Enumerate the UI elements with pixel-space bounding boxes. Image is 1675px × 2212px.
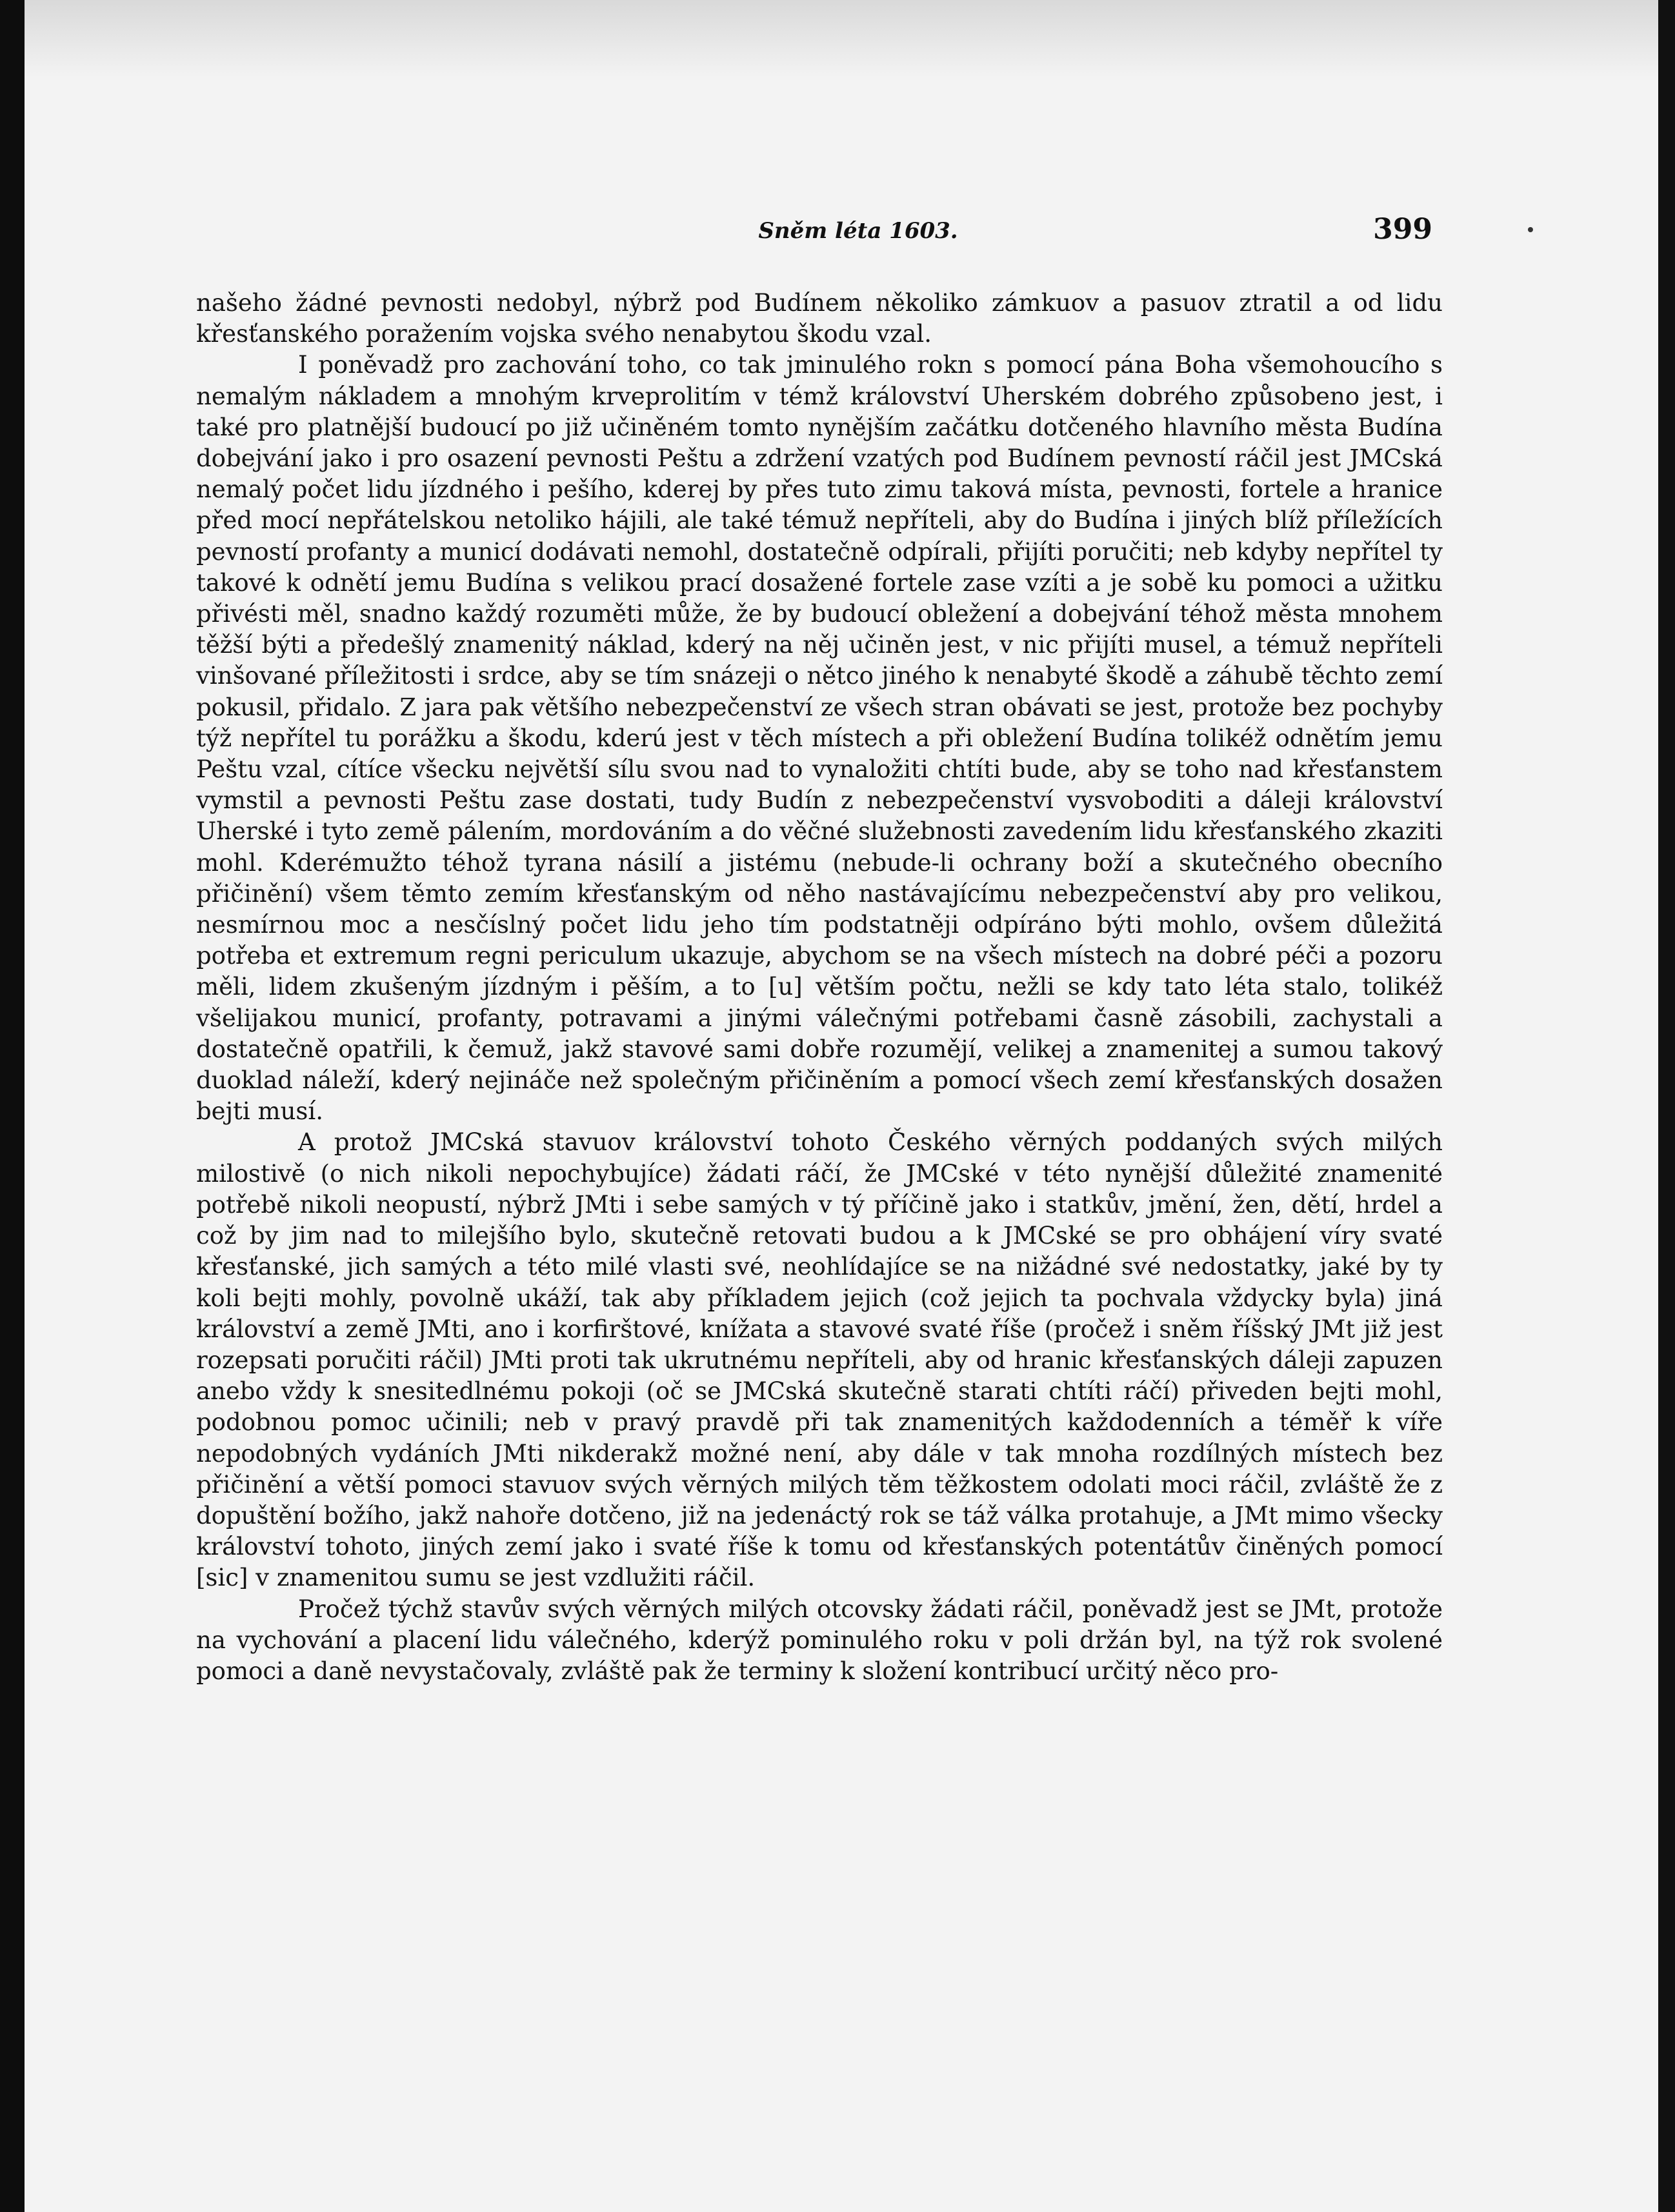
scan-right-border [1658,0,1675,2212]
margin-dot-mark [1528,227,1533,232]
page-number: 399 [1373,213,1432,246]
paragraph: A protož JMCská stavuov království tohoto Českého věrných poddaných svých milých milostivě (o nich nikoli nepochybujíce) žádati ráčí, že JMCské v této nynější důležité znamenité potřebě nikoli neopustí, nýbrž JMti i sebe samých v tý příčině jako i statkův, jmění, žen, dětí, hrdel a což by jim nad to milejšího bylo, skutečně retovati budou a k JMCské se pro obhájení víry svaté křesťanské, jich samých a této milé vlasti své, neohlídajíce se na nižádné své nedostatky, jaké by ty koli bejti mohly, povolně ukáží, tak aby příkladem jejich (což jejich ta pochvala vždycky byla) jiná království a země JMti, ano i korfirštové, knížata a stavové svaté říše (pročež i sněm říšský JMt již jest rozepsati poručiti ráčil) JMti proti tak ukrutnému nepříteli, aby od hranic křesťanských dáleji zapuzen anebo vždy k snesitedlnému pokoji (oč se JMCská skutečně starati chtíti ráčí) přiveden bejti mohl, podobnou pomoc učinili; neb v pravý pravdě při tak znamenitých každodenních a téměř k víře nepodobných vydáních JMti nikderakž možné není, aby dále v tak mnoha rozdílných místech bez přičinění a větší pomoci stavuov svých věrných milých těm těžkostem odolati moci ráčil, zvláště že z dopuštění božího, jakž nahoře dotčeno, již na jedenáctý rok se táž válka protahuje, a JMt mimo všecky království tohoto, jiných zemí jako i svaté říše k tomu od křesťanských potentátův činěných pomocí [sic] v znamenitou sumu se jest vzdlužiti ráčil. [196,1128,1443,1592]
page-header [284,213,1432,258]
scan-top-shade [25,0,1658,77]
scan-left-border [0,0,25,2212]
body-text [196,288,1443,1687]
running-title: Sněm léta 1603. [758,218,958,244]
paragraph-continuation: našeho žádné pevnosti nedobyl, nýbrž pod Budínem několiko zámkuov a pasuov ztratil a od lidu křesťanského poražením vojska svého nenabytou škodu vzal. [196,289,1443,348]
paragraph: Pročež týchž stavův svých věrných milých otcovsky žádati ráčil, poněvadž jest se JMt, protože na vychování a placení lidu válečného, kderýž pominulého roku v poli držán byl, na týž rok svolené pomoci a daně nevystačovaly, zvláště pak že terminy k složení kontribucí určitý něco pro- [196,1595,1443,1685]
paragraph: I poněvadž pro zachování toho, co tak jminulého rokn s pomocí pána Boha všemohoucího s nemalým nákladem a mnohým krveprolitím v témž království Uherském dobrého způsobeno jest, i také pro platnější budoucí po již učiněném tomto nynějším začátku dotčeného hlavního města Budína dobejvání jako i pro osazení pevnosti Peštu a zdržení vzatých pod Budínem pevností ráčil jest JMCská nemalý počet lidu jízdného i pešího, kderej by přes tuto zimu taková místa, pevnosti, fortele a hranice před mocí nepřátelskou netoliko hájili, ale také témuž nepříteli, aby do Budína i jiných blíž příležících pevností profanty a municí dodávati nemohl, dostatečně odpírali, přijíti poručiti; neb kdyby nepřítel ty takové k odnětí jemu Budína s velikou prací dosažené fortele zase vzíti a je sobě ku pomoci a užitku přivésti měl, snadno každý rozuměti může, že by budoucí obležení a dobejvání téhož města mnohem těžší býti a předešlý znamenitý náklad, kderý na něj učiněn jest, v nic přijíti musel, a témuž nepříteli vinšované příležitosti i srdce, aby se tím snázeji o nětco jiného k nenabyté škodě a záhubě těchto zemí pokusil, přidalo. Z jara pak většího nebezpečenství ze všech stran obávati se jest, protože bez pochyby týž nepřítel tu porážku a škodu, kderú jest v těch místech a při obležení Budína tolikéž odnětím jemu Peštu vzal, cítíce všecku největší sílu svou nad to vynaložiti chtíti bude, aby se toho nad křesťanstem vymstil a pevnosti Peštu zase dostati, tudy Budín z nebezpečenství vysvoboditi a dáleji království Uherské i tyto země pálením, mordováním a do věčné služebnosti zavedením lidu křesťanského zkaziti mohl. Kderémužto téhož tyrana násilí a jistému (nebude-li ochrany boží a skutečného obecního přičinění) všem těmto zemím křesťanským od něho nastávajícímu nebezpečenství aby pro velikou, nesmírnou moc a nesčíslný počet lidu jeho tím podstatněji odpíráno býti mohlo, ovšem důležitá potřeba et extremum regni periculum ukazuje, abychom se na všech místech na dobré péči a pozoru měli, lidem zkušeným jízdným i pěším, a to [u] větším počtu, nežli se kdy tato léta stalo, tolikéž všelijakou municí, profanty, potravami a jinými válečnými potřebami časně zásobili, zachystali a dostatečně opatřili, k čemuž, jakž stavové sami dobře rozumějí, velikej a znamenitej a sumou takový duoklad náleží, kderý nejináče než společným přičiněním a pomocí všech zemí křesťanských dosažen bejti musí. [196,351,1443,1126]
